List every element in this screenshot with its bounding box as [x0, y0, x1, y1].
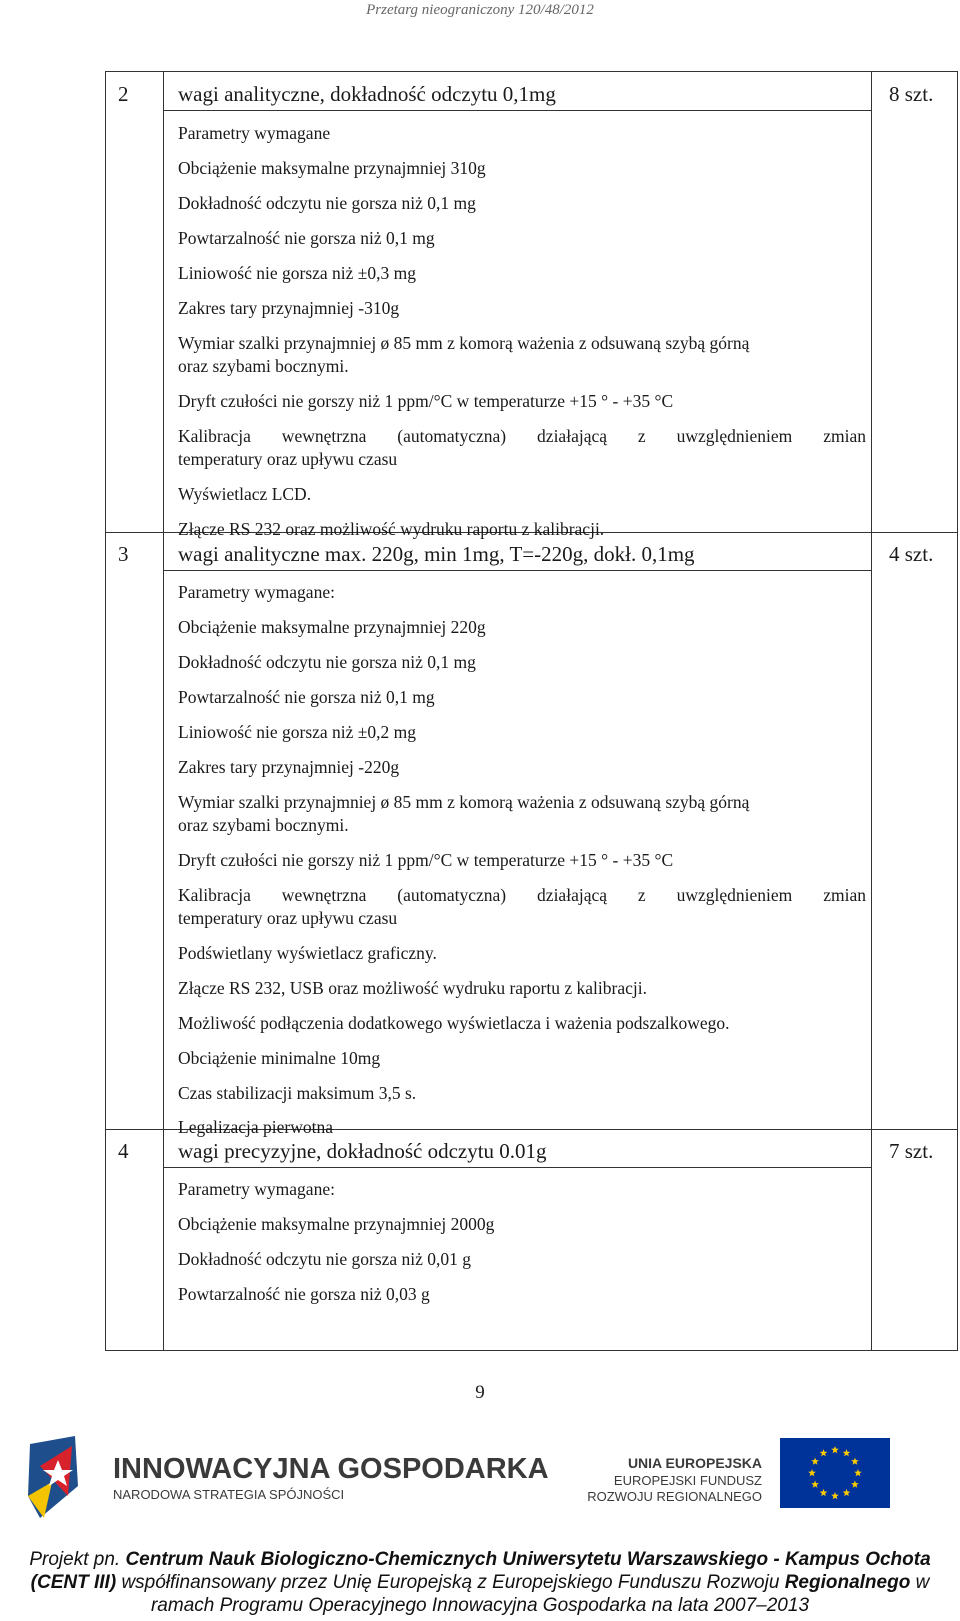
- spec-line: Obciążenie maksymalne przynajmniej 2000g: [178, 1214, 495, 1234]
- spec-line: oraz szybami bocznymi.: [178, 815, 349, 835]
- spec-line: Parametry wymagane:: [178, 1179, 335, 1199]
- item-quantity: 8 szt.: [889, 82, 934, 106]
- item-quantity: 4 szt.: [889, 542, 934, 566]
- column-divider-quantity: [871, 72, 872, 1350]
- innowacyjna-gospodarka-title: INNOWACYJNA GOSPODARKA: [113, 1453, 549, 1485]
- footer-text: Projekt pn.: [29, 1549, 126, 1570]
- spec-line: temperatury oraz upływu czasu: [178, 908, 398, 928]
- project-footer: [0, 1548, 960, 1617]
- item-title: wagi analityczne, dokładność odczytu 0,1mg: [178, 82, 556, 106]
- footer-project-name: Centrum Nauk Biologiczno-Chemicznych Uniwersytetu Warszawskiego - Kampus Ochota (CENT III): [30, 1549, 931, 1593]
- spec-line: Kalibracja wewnętrzna (automatyczna) działającą z uwzględnieniem zmian: [178, 885, 866, 905]
- spec-line: Kalibracja wewnętrzna (automatyczna) działającą z uwzględnieniem zmian: [178, 426, 866, 446]
- spec-line: Powtarzalność nie gorsza niż 0,03 g: [178, 1284, 430, 1304]
- spec-line: Liniowość nie gorsza niż ±0,3 mg: [178, 263, 417, 283]
- spec-line: Dryft czułości nie gorszy niż 1 ppm/°C w temperaturze +15 ° - +35 °C: [178, 391, 674, 411]
- title-underline: [163, 570, 872, 571]
- spec-line: Zakres tary przynajmniej -220g: [178, 757, 400, 777]
- item-title: wagi analityczne max. 220g, min 1mg, T=-220g, dokł. 0,1mg: [178, 542, 695, 566]
- logo-artwork: [0, 1426, 960, 1526]
- title-underline: [163, 1167, 872, 1168]
- spec-line: Podświetlany wyświetlacz graficzny.: [178, 943, 437, 963]
- spec-line: Wymiar szalki przynajmniej ø 85 mm z komorą ważenia z odsuwaną szybą górną: [178, 333, 750, 353]
- spec-line: Wymiar szalki przynajmniej ø 85 mm z komorą ważenia z odsuwaną szybą górną: [178, 792, 750, 812]
- spec-line: Obciążenie maksymalne przynajmniej 220g: [178, 617, 486, 637]
- spec-line: Liniowość nie gorsza niż ±0,2 mg: [178, 722, 417, 742]
- item-number: 2: [118, 82, 129, 106]
- item-number: 3: [118, 542, 129, 566]
- spec-line: Obciążenie minimalne 10mg: [178, 1048, 381, 1068]
- page-number: 9: [475, 1382, 485, 1403]
- spec-line: Powtarzalność nie gorsza niż 0,1 mg: [178, 228, 435, 248]
- specification-table: [105, 71, 958, 1351]
- eu-name: UNIA EUROPEJSKA: [627, 1455, 762, 1471]
- spec-line: Dryft czułości nie gorszy niż 1 ppm/°C w temperaturze +15 ° - +35 °C: [178, 850, 674, 870]
- spec-line: Możliwość podłączenia dodatkowego wyświetlacza i ważenia podszalkowego.: [178, 1013, 730, 1033]
- spec-line: Złącze RS 232, USB oraz możliwość wydruku raportu z kalibracji.: [178, 978, 647, 998]
- item-quantity: 7 szt.: [889, 1139, 934, 1163]
- title-underline: [163, 110, 872, 111]
- spec-line: Złącze RS 232 oraz możliwość wydruku raportu z kalibracji.: [178, 519, 605, 539]
- footer-text: w ramach Programu Operacyjnego Innowacyjna Gospodarka na lata 2007–2013: [150, 1572, 930, 1616]
- spec-line: Parametry wymagane: [178, 123, 331, 143]
- spec-line: oraz szybami bocznymi.: [178, 356, 349, 376]
- spec-line: Czas stabilizacji maksimum 3,5 s.: [178, 1083, 417, 1103]
- innowacyjna-gospodarka-subtitle: NARODOWA STRATEGIA SPÓJNOŚCI: [113, 1487, 345, 1502]
- logo-bar: [0, 1426, 960, 1526]
- innowacyjna-gospodarka-emblem: [28, 1436, 78, 1518]
- spec-line: Powtarzalność nie gorsza niż 0,1 mg: [178, 687, 435, 707]
- column-divider-number: [163, 72, 164, 1350]
- spec-line: temperatury oraz upływu czasu: [178, 449, 398, 469]
- spec-line: Zakres tary przynajmniej -310g: [178, 298, 400, 318]
- spec-line: Legalizacja pierwotna: [178, 1117, 333, 1137]
- document-header: Przetarg nieograniczony 120/48/2012: [366, 2, 594, 18]
- spec-line: Dokładność odczytu nie gorsza niż 0,1 mg: [178, 193, 476, 213]
- eu-flag-icon: [780, 1438, 890, 1508]
- spec-line: Dokładność odczytu nie gorsza niż 0,1 mg: [178, 652, 476, 672]
- item-number: 4: [118, 1139, 129, 1163]
- eu-fund-line1: EUROPEJSKI FUNDUSZ: [613, 1473, 762, 1488]
- footer-text: współfinansowany przez Unię Europejską z Europejskiego Funduszu Rozwoju: [116, 1572, 785, 1593]
- spec-line: Dokładność odczytu nie gorsza niż 0,01 g: [178, 1249, 472, 1269]
- spec-line: Wyświetlacz LCD.: [178, 484, 312, 504]
- footer-fund-name: Regionalnego: [784, 1572, 911, 1593]
- spec-line: Parametry wymagane:: [178, 582, 335, 602]
- eu-fund-line2: ROZWOJU REGIONALNEGO: [587, 1489, 762, 1504]
- item-title: wagi precyzyjne, dokładność odczytu 0.01g: [178, 1139, 547, 1163]
- spec-line: Obciążenie maksymalne przynajmniej 310g: [178, 158, 486, 178]
